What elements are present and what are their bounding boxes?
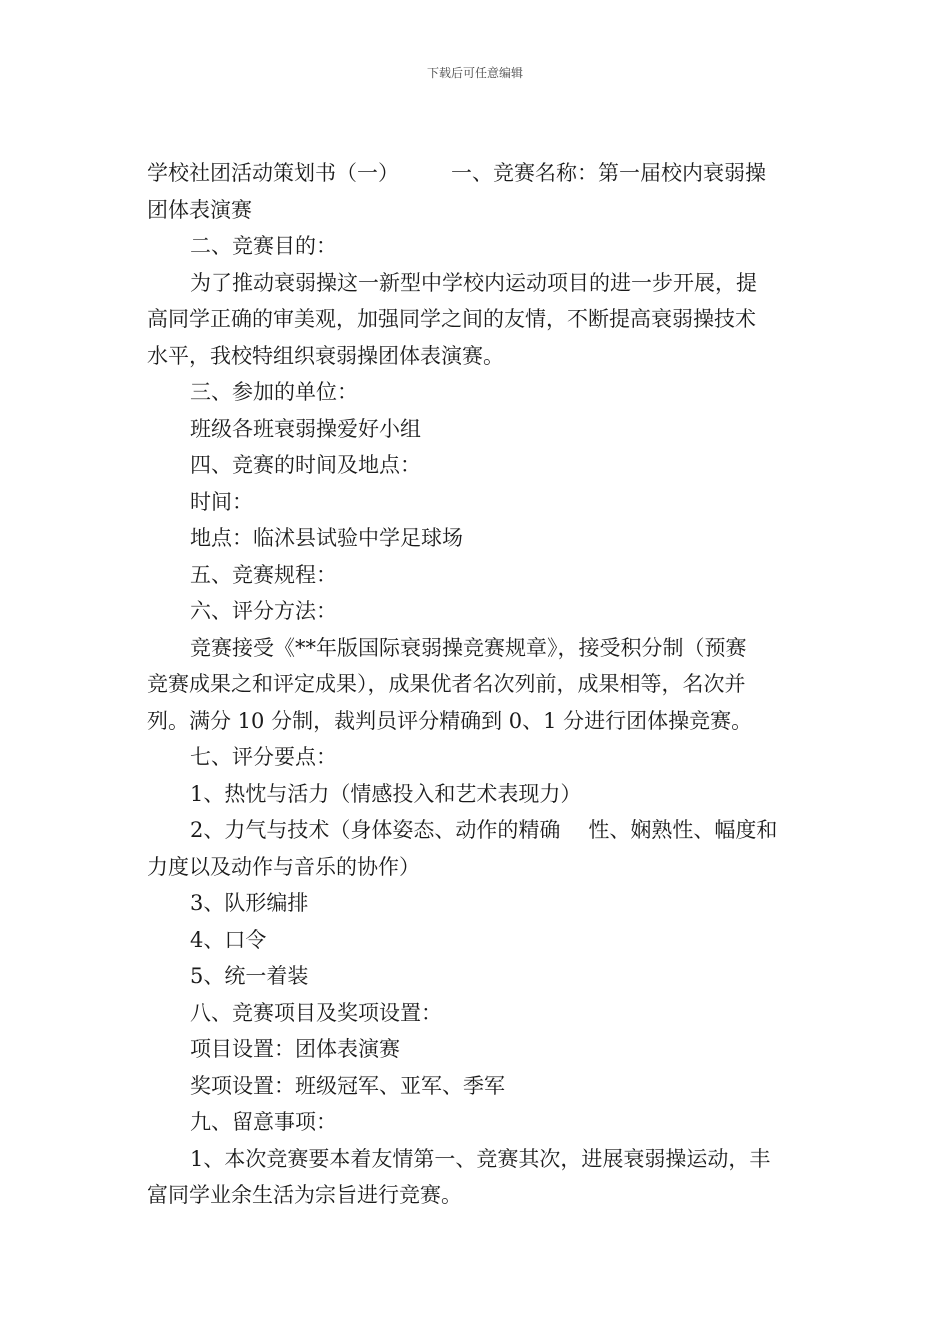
section-7-item-4: 4、口令 [190, 927, 267, 952]
section-2-heading: 二、竞赛目的： [190, 234, 337, 258]
section-8-award: 奖项设置：班级冠军、亚军、季军 [190, 1073, 505, 1098]
section-4-heading: 四、竞赛的时间及地点： [190, 453, 421, 477]
section-7-item-1: 1、热忱与活力（情感投入和艺术表现力） [190, 781, 582, 806]
section-6-paragraph-line-2: 竞赛成果之和评定成果），成果优者名次列前，成果相等，名次并 [147, 672, 746, 696]
competition-name-heading: 一、竞赛名称：第一届校内衰弱操 [451, 161, 766, 185]
section-9-item-1-line-1: 1、本次竞赛要本着友情第一、竞赛其次，进展衰弱操运动，丰 [190, 1146, 771, 1171]
section-7-item-5: 5、统一着装 [190, 964, 309, 988]
competition-name-continued: 团体表演赛 [147, 197, 252, 222]
doc-title: 学校社团活动策划书（一） [147, 161, 399, 185]
section-6-heading: 六、评分方法： [190, 599, 337, 623]
section-4-time: 时间： [190, 489, 253, 514]
section-2-paragraph-line-3: 水平，我校特组织衰弱操团体表演赛。 [147, 343, 504, 368]
header-note: 下载后可任意编辑 [426, 66, 523, 80]
section-9-item-1-line-2: 富同学业余生活为宗旨进行竞赛。 [147, 1183, 462, 1207]
section-8-project: 项目设置：团体表演赛 [190, 1037, 400, 1061]
section-3-body: 班级各班衰弱操爱好小组 [190, 416, 421, 441]
section-2-paragraph-line-1: 为了推动衰弱操这一新型中学校内运动项目的进一步开展，提 [190, 270, 757, 295]
document-body [147, 155, 807, 1214]
section-7-item-2-line-2: 力度以及动作与音乐的协作） [147, 854, 420, 879]
section-7-item-2-part-a: 2、力气与技术（身体姿态、动作的精确 [190, 818, 561, 842]
section-6-paragraph-line-1: 竞赛接受《**年版国际衰弱操竞赛规章》，接受积分制（预赛 [190, 635, 747, 660]
section-2-paragraph-line-2: 高同学正确的审美观，加强同学之间的友情，不断提高衰弱操技术 [147, 307, 756, 331]
section-7-item-2-line-1 [147, 812, 807, 849]
section-7-item-2-part-b: 性、娴熟性、幅度和 [588, 818, 778, 842]
section-7-heading: 七、评分要点： [190, 745, 337, 769]
section-5-heading: 五、竞赛规程： [190, 562, 337, 587]
section-6-paragraph-line-3: 列。满分 10 分制，裁判员评分精确到 0、1 分进行团体操竞赛。 [147, 708, 753, 733]
title-line [147, 155, 807, 192]
section-8-heading: 八、竞赛项目及奖项设置： [190, 1000, 442, 1025]
section-4-place: 地点：临沭县试验中学足球场 [190, 526, 463, 550]
section-9-heading: 九、留意事项： [190, 1110, 337, 1134]
section-3-heading: 三、参加的单位： [190, 380, 358, 404]
section-7-item-3: 3、队形编排 [190, 891, 309, 915]
